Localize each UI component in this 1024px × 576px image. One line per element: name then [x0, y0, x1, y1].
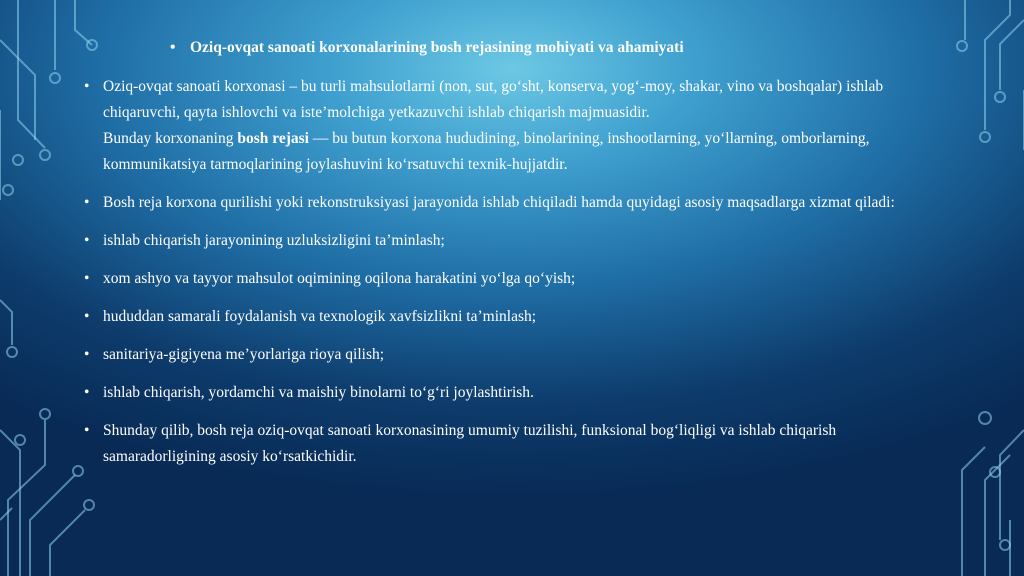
list-item: [84, 190, 904, 216]
item-text-part: — bu butun korxona hududining, binolarining, inshootlarning, yo‘llarning, omborlarning, kommunikatsiya tarmoqlarining joylashuvini ko‘rsatuvchi texnik-hujjatdir.: [103, 130, 870, 173]
list-item: [84, 228, 904, 254]
list-item: [84, 380, 904, 406]
bullet-icon: •: [84, 194, 90, 211]
item-bold-term: bosh rejasi: [237, 130, 309, 147]
list-item: [84, 418, 904, 470]
heading-text: Oziq-ovqat sanoati korxonalarining bosh rejasining mohiyati va ahamiyati: [190, 39, 684, 56]
list-item: [84, 342, 904, 368]
bullet-icon: •: [170, 39, 176, 56]
list-item: [84, 74, 904, 178]
bullet-icon: •: [84, 232, 90, 249]
item-text: xom ashyo va tayyor mahsulot oqimining oqilona harakatini yo‘lga qo‘yish;: [103, 270, 576, 287]
slide-heading: [170, 37, 870, 59]
bullet-icon: •: [84, 346, 90, 363]
bullet-icon: •: [84, 270, 90, 287]
item-text-part: Bunday korxonaning: [103, 130, 238, 147]
bullet-icon: •: [84, 384, 90, 401]
list-item: [84, 304, 904, 330]
bullet-list: [84, 74, 904, 482]
item-text: ishlab chiqarish, yordamchi va maishiy binolarni to‘g‘ri joylashtirish.: [103, 384, 534, 401]
item-text: ishlab chiqarish jarayonining uzluksizligini ta’minlash;: [103, 232, 445, 249]
bullet-icon: •: [84, 422, 90, 439]
item-text: hududdan samarali foydalanish va texnologik xavfsizlikni ta’minlash;: [103, 308, 537, 325]
item-text: Bosh reja korxona qurilishi yoki rekonstruksiyasi jarayonida ishlab chiqiladi hamda quyidagi asosiy maqsadlarga xizmat qiladi:: [103, 194, 895, 211]
list-item: [84, 266, 904, 292]
item-text: sanitariya-gigiyena me’yorlariga rioya qilish;: [103, 346, 385, 363]
item-text: Shunday qilib, bosh reja oziq-ovqat sanoati korxonasining umumiy tuzilishi, funksional bog‘liqligi va ishlab chiqarish samaradorligining asosiy ko‘rsatkichidir.: [103, 422, 837, 465]
bullet-icon: •: [84, 308, 90, 325]
bullet-icon: •: [84, 78, 90, 95]
item-text: Oziq-ovqat sanoati korxonasi – bu turli mahsulotlarni (non, sut, go‘sht, konserva, yog‘-moy, shakar, vino va boshqalar) ishlab chiqaruvchi, qayta ishlovchi va iste’molchiga yetkazuvchi ishlab chiqarish majmuasidir.: [103, 78, 884, 121]
